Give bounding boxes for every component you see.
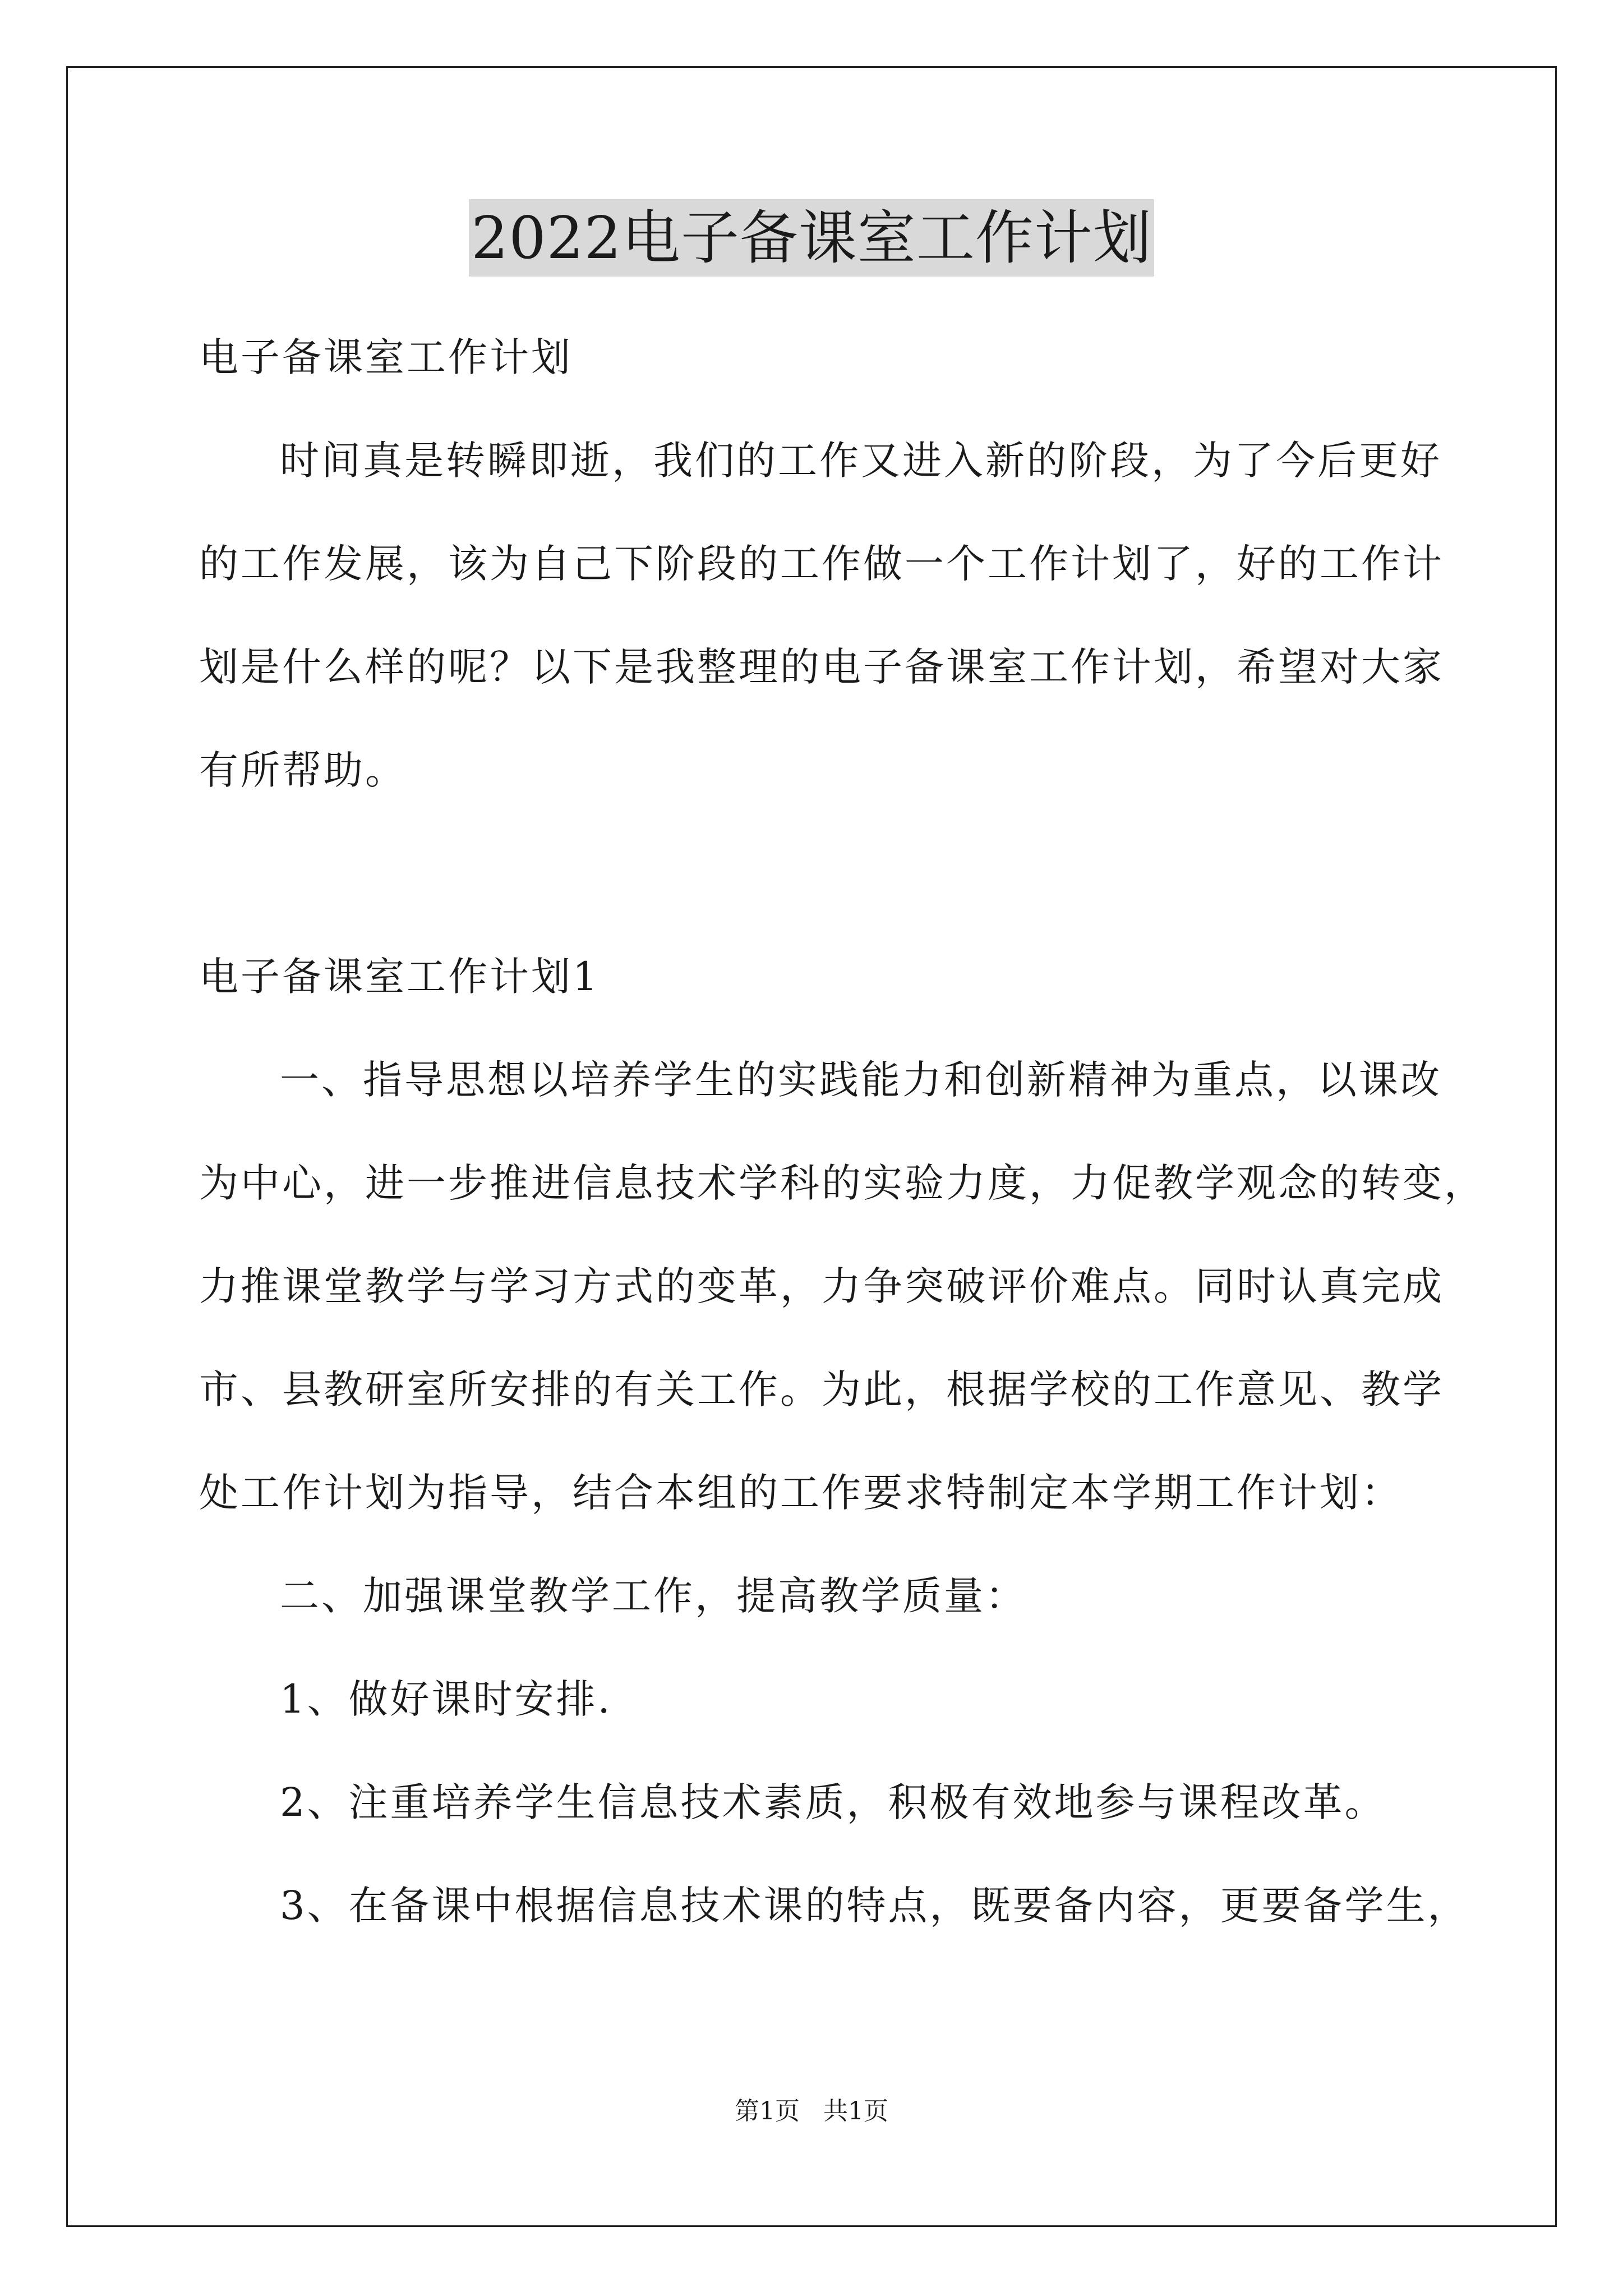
blank-line [199,822,1455,925]
paragraph-line: 二、加强课堂教学工作，提高教学质量： [280,1573,1027,1619]
list-item: 2、注重培养学生信息技术素质，积极有效地参与课程改革。 [280,1779,1386,1825]
page-footer [0,2095,1623,2128]
paragraph-line: 市、县教研室所安排的有关工作。为此，根据学校的工作意见、教学 [199,1366,1444,1412]
section-heading: 电子备课室工作计划1 [199,954,600,1000]
document-body [199,306,1486,1957]
list-item: 1、做好课时安排. [280,1676,612,1722]
paragraph-line: 一、指导思想以培养学生的实践能力和创新精神为重点，以课改 [280,1057,1442,1103]
paragraph-line: 力推课堂教学与学习方式的变革，力争突破评价难点。同时认真完成 [199,1263,1444,1309]
subtitle: 电子备课室工作计划 [199,334,573,380]
paragraph-line: 为中心，进一步推进信息技术学科的实验力度，力促教学观念的转变， [199,1160,1486,1206]
title-wrap [0,199,1623,277]
paragraph-line: 有所帮助。 [199,747,407,793]
document-title: 2022电子备课室工作计划 [469,199,1154,277]
page-number: 第1页 [735,2097,800,2125]
paragraph-line: 时间真是转瞬即逝，我们的工作又进入新的阶段，为了今后更好 [280,438,1442,484]
list-item: 3、在备课中根据信息技术课的特点，既要备内容，更要备学生， [280,1883,1469,1929]
paragraph-line: 处工作计划为指导，结合本组的工作要求特制定本学期工作计划： [199,1470,1403,1516]
page-total: 共1页 [823,2097,888,2125]
paragraph-line: 的工作发展，该为自己下阶段的工作做一个工作计划了，好的工作计 [199,541,1444,587]
paragraph-line: 划是什么样的呢？以下是我整理的电子备课室工作计划，希望对大家 [199,644,1444,690]
